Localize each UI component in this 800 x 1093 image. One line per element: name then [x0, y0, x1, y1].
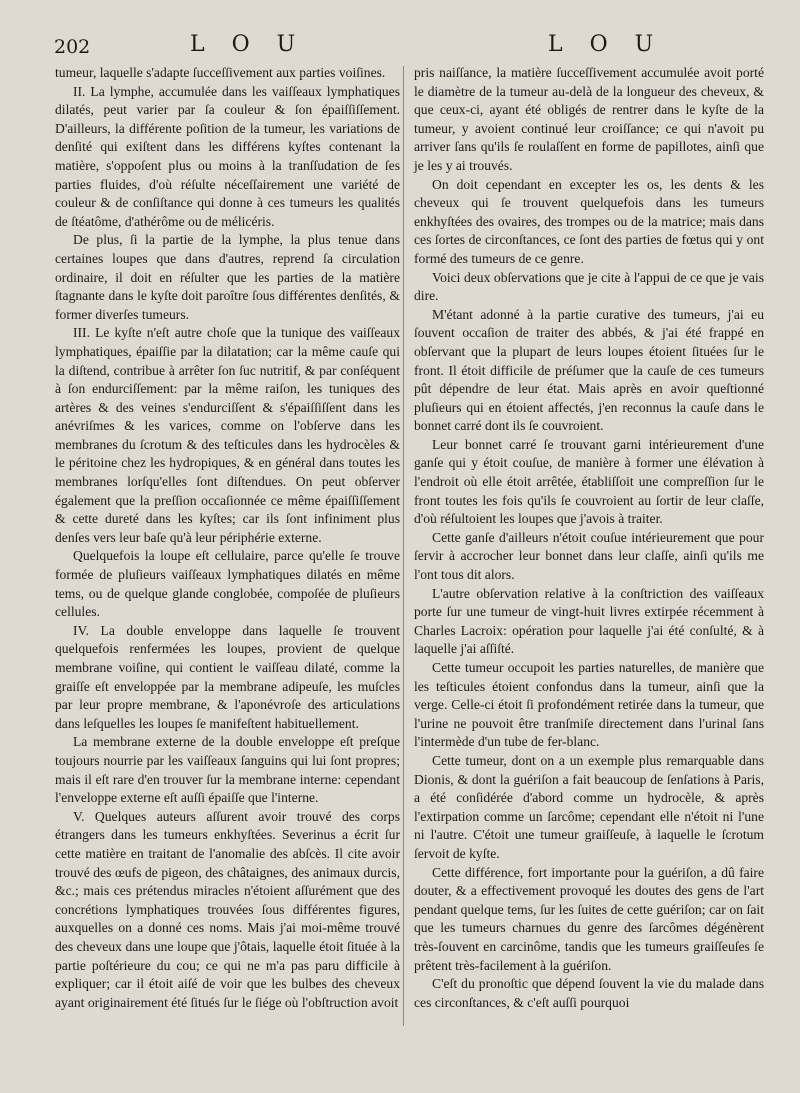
left-column [55, 64, 400, 1012]
paragraph: L'autre obſervation relative à la conſtriction des vaiſſeaux porte ſur une tumeur de vingt-huit livres extirpée récemment à Charles Lacroix: opération pour laquelle j'ai été conſulté, & à laquelle j'ai aſſiſté. [414, 585, 764, 657]
paragraph: IV. La double enveloppe dans laquelle ſe trouvent quelquefois renfermées les loupes, provient de quelque membrane voiſine, qui contient le vaiſſeau dilaté, comme la graiſſe eſt enveloppée par la membrane adipeuſe, les muſcles par leur propre membrane, & l'aponévroſe des articulations dans leſquelles les loupes ſe manifeſtent habituellement. [55, 622, 400, 731]
paragraph: Cette ganſe d'ailleurs n'étoit couſue intérieurement que pour ſervir à accrocher leur bonnet dans leur claſſe, ainſi qu'ils me l'ont tous dit alors. [414, 529, 764, 583]
paragraph: V. Quelques auteurs aſſurent avoir trouvé des corps étrangers dans les tumeurs enkhyſtées. Severinus a écrit ſur cette matière en traitant de l'anomalie des abſcès. Il cite avoir trouvé des œufs de pigeon, des châtaignes, des animaux durcis, &c.; mais ces prétendus miracles n'étoient aſſurément que des concrétions lymphatiques trouvées ſous différentes figures, auxquelles on a donné ces noms. Mais j'ai moi-même trouvé des cheveux dans une loupe que j'ôtais, laquelle étoit ſituée à la partie poſtérieure du cou; ce qui ne m'a pas paru difficile à expliquer; car il étoit aiſé de voir que les bulbes des cheveux ayant originairement été ſitués ſur le ſiége où l'obſtruction avoit [55, 808, 400, 1010]
paragraph: II. La lymphe, accumulée dans les vaiſſeaux lymphatiques dilatés, peut varier par ſa couleur & ſon épaiſſiſſement. D'ailleurs, la différente poſition de la tumeur, les variations de denſité qui exiſtent dans les différens kyſtes contenant la matière, s'oppoſent plus ou moins à la tranſſudation de ſes parties fluides, d'où réſulte néceſſairement une variété de couleur & de conſiſtance qui donne à ces tumeurs les qualités de ſtéatôme, d'athérôme ou de mélicéris. [55, 83, 400, 229]
paragraph: C'eſt du pronoſtic que dépend ſouvent la vie du malade dans ces circonſtances, & c'eſt auſſi pourquoi [414, 976, 764, 1010]
right-column [414, 64, 764, 1012]
page-header [0, 30, 800, 64]
paragraph: La membrane externe de la double enveloppe eſt preſque toujours nourrie par les vaiſſeaux ſanguins qui lui ſont propres; mais il eſt rare d'en trouver ſur la membrane interne: cependant l'enveloppe externe eſt auſſi épaiſſe que l'interne. [55, 734, 400, 806]
paragraph: De plus, ſi la partie de la lymphe, la plus tenue dans certaines loupes que dans d'autres, reprend ſa circulation ordinaire, il doit en réſulter que les parties de la matière ſtagnante dans le kyſte doit paroître ſous différentes denſités, & former diverſes tumeurs. [55, 232, 400, 322]
paragraph: Voici deux obſervations que je cite à l'appui de ce que je vais dire. [414, 269, 764, 304]
running-head-left: L O U [190, 32, 306, 57]
paragraph: Cette tumeur occupoit les parties naturelles, de manière que les teſticules étoient confondus dans la tumeur, ainſi que la verge. Celle-ci étoit ſi profondément retirée dans la tumeur, que l'urine ne pouvoit être tranſmiſe directement dans l'urinal ſans l'intermède d'un tube de fer-blanc. [414, 660, 764, 750]
page-number: 202 [54, 36, 91, 58]
paragraph: Cette tumeur, dont on a un exemple plus remarquable dans Dionis, & dont la guériſon a fait beaucoup de ſenſations à Paris, a été conſidérée d'abord comme un hydrocèle, & après l'extirpation comme un ſarcôme; cependant elle n'étoit ni l'une ni l'autre. C'étoit une tumeur graiſſeuſe, à laquelle le ſcrotum ſervoit de kyſte. [414, 752, 764, 861]
paragraph: Cette différence, fort importante pour la guériſon, a dû faire douter, & a effectivement provoqué les doutes des gens de l'art pendant quelque tems, ſur les ſuites de cette guériſon; car on ſait que les tumeurs charnues du genre des ſarcômes dégénèrent très-ſouvent en carcinôme, tandis que les tumeurs graiſſeuſes ſe prêtent très-facilement à la guériſon. [414, 864, 764, 973]
paragraph: Leur bonnet carré ſe trouvant garni intérieurement d'une ganſe qui y étoit couſue, de manière à former une élévation à l'endroit où elle étoit arrêtée, établiſſoit une compreſſion ſur le front toutes les fois qu'ils ſe couvroient au ſortir de leur claſſe, d'où réſultoient les loupes que j'avois à traiter. [414, 436, 764, 527]
paragraph: Quelquefois la loupe eſt cellulaire, parce qu'elle ſe trouve formée de pluſieurs vaiſſeaux lymphatiques dilatés en même tems, ou de quelque glande conglobée, compoſée de pluſieurs cellules. [55, 548, 400, 620]
paragraph: M'étant adonné à la partie curative des tumeurs, j'ai eu ſouvent occaſion de traiter des abbés, & j'ai été frappé en obſervant que la plupart de leurs loupes étoient ſituées ſur le front. Il étoit difficile de préſumer que la cauſe de ces tumeurs pût dépendre de leur état. Mais après en avoir queſtionné pluſieurs qui en étoient affectés, j'en reconnus la cauſe dans le bonnet carré dont ils ſe couvroient. [414, 306, 764, 434]
paragraph: On doit cependant en excepter les os, les dents & les cheveux qui ſe trouvent quelquefois dans les tumeurs enkhyſtées des ovaires, des trompes ou de la matrice; mais dans ces ſortes de circonſtances, ce ſont des parties de fœtus qui y ont formé des tumeurs de ce genre. [414, 176, 764, 266]
paragraph: pris naiſſance, la matière ſucceſſivement accumulée avoit porté le diamètre de la tumeur au-delà de la longueur des cheveux, & que ceux-ci, ayant été obligés de rentrer dans le kyſte de la tumeur, y avoient continué leur croiſſance; ce qui n'avoit pu arriver ſans qu'ils ſe roulaſſent en forme de papillotes, ainſi que je les y ai trouvés. [414, 65, 764, 173]
paragraph: tumeur, laquelle s'adapte ſucceſſivement aux parties voiſines. [55, 65, 386, 80]
column-divider [403, 66, 404, 1026]
running-head-right: L O U [548, 32, 664, 57]
paragraph: III. Le kyſte n'eſt autre choſe que la tunique des vaiſſeaux lymphatiques, épaiſſie par la dilatation; car la même cauſe qui la diſtend, contribue à arrêter ſon ſuc nutritif, & par conſéquent à ſon endurciſſement: par la même raiſon, les tuniques des artères & des veines s'endurciſſent & s'épaiſſiſſent dans les anévriſmes & les varices, comme on l'obſerve dans les membranes du ſcrotum & des teſticules dans les hydrocèles & le péritoine chez les hydropiques, & en général dans toutes les membranes lorſqu'elles ſont diſtendues. On peut obſerver également que la preſſion occaſionnée ce même épaiſſiſſement & cette dureté dans les kyſtes; car ils ſont infiniment plus denſes vers leur baſe qu'à leur périphérie externe. [55, 325, 400, 545]
